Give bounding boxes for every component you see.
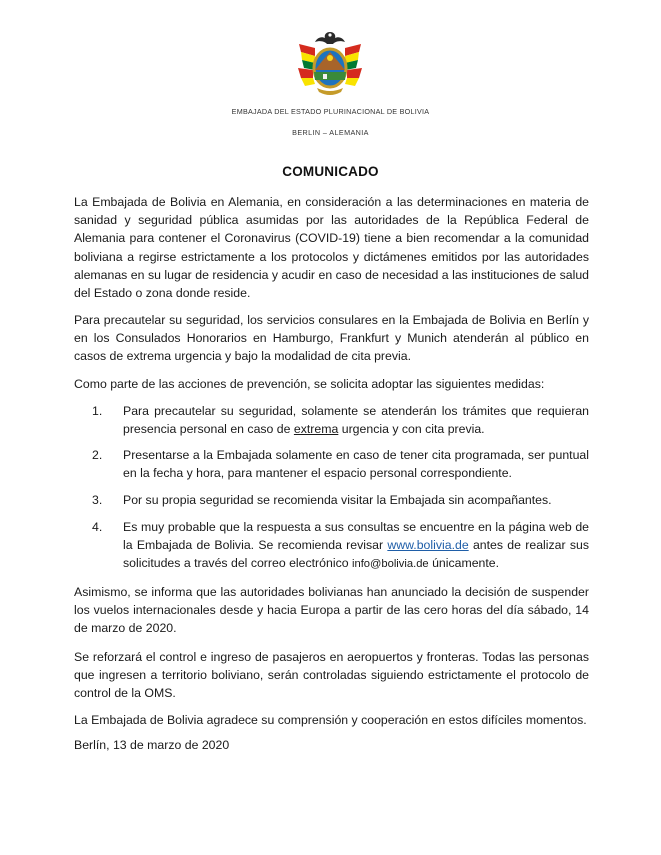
list-item-text: Por su propia seguridad se recomienda visitar la Embajada sin acompañantes. [123,493,552,507]
embassy-name: EMBAJADA DEL ESTADO PLURINACIONAL DE BOLIVIA [231,107,430,116]
list-item [74,491,589,509]
list-item-text-end: urgencia y con cita previa. [338,422,485,437]
paragraph-measures-intro: Como parte de las acciones de prevención, se solicita adoptar las siguientes medidas: [74,377,545,391]
embassy-city: BERLIN – ALEMANIA [292,128,369,137]
list-item [74,402,589,438]
measures-list-2 [74,446,589,482]
document-title: COMUNICADO [282,164,379,179]
emphasis-underlined: extrema [293,422,339,437]
list-number: 4. [92,520,103,534]
coat-of-arms-icon [293,30,367,100]
list-item-text: Para precautelar su seguridad, solamente se atenderán los trámites que requieran presencia personal en caso de [123,404,589,437]
paragraph-consular-services: Para precautelar su seguridad, los servicios consulares en la Embajada de Bolivia en Berlín y en los Consulados Honorarios en Hamburgo, Frankfurt y Munich atenderán al público en casos de extrema urgencia y bajo la modalidad de cita previa. [74,313,589,364]
list-item [74,446,589,482]
list-number: 3. [92,493,103,507]
flag-cluster-left [298,44,315,86]
paragraph-border-control: Se reforzará el control e ingreso de pasajeros en aeropuertos y fronteras. Todas las personas que ingresen a territorio boliviano, serán controladas siguiendo estrictamente el protocolo de control de la OMS. [74,650,589,701]
website-link[interactable]: www.bolivia.de [387,538,469,553]
list-number: 2. [92,448,103,462]
list-item-text-end: únicamente. [428,556,500,571]
list-item-text-middle: antes de realizar sus solicitudes a través del correo electrónico [123,538,589,571]
list-number: 1. [92,404,103,418]
measures-list-4 [74,518,589,574]
list-item [74,518,589,574]
measures-list-1 [74,402,589,438]
list-item-text: Presentarse a la Embajada solamente en caso de tener cita programada, ser puntual en la fecha y hora, para mantener el espacio personal correspondiente. [123,448,589,481]
paragraph-intro: La Embajada de Bolivia en Alemania, en consideración a las determinaciones en materia de sanidad y seguridad pública asumidas por las autoridades de la República Federal de Alemania para contener el Coronavirus (COVID-19) tiene a bien recomendar a la comunidad boliviana a regirse estrictamente a los protocolos y dictámenes emitidos por las autoridades alemanas en su lugar de residencia y acudir en caso de necesidad a las instituciones de salud del Estado o zona donde reside. [74,195,589,301]
flag-cluster-right [345,44,362,86]
paragraph-thanks: La Embajada de Bolivia agradece su comprensión y cooperación en estos difíciles momentos. [74,713,587,727]
list-item-text: Es muy probable que la respuesta a sus consultas se encuentre en la página web de la Embajada de Bolivia. Se recomienda revisar [123,520,589,553]
measures-list-3 [74,491,589,509]
date-line: Berlín, 13 de marzo de 2020 [74,738,230,752]
email-address: info@bolivia.de [351,558,429,571]
paragraph-flights: Asimismo, se informa que las autoridades bolivianas han anunciado la decisión de suspender los vuelos internacionales desde y hacia Europa a partir de las cero horas del día sábado, 14 de marzo de 2020. [74,585,589,636]
condor-figure [315,32,345,44]
